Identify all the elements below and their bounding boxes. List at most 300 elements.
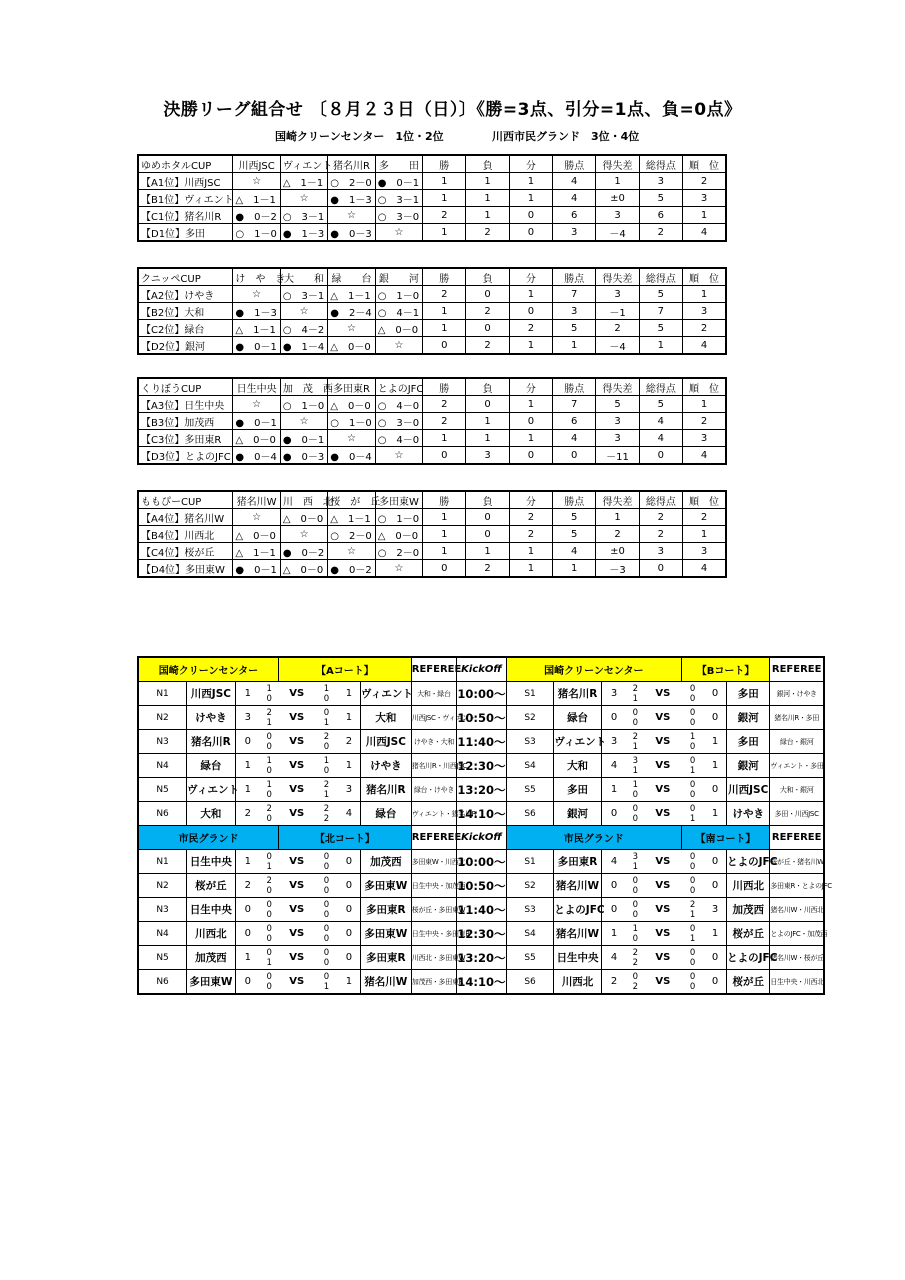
kickoff-time: 13:20～ [457,778,507,802]
match-id: N4 [138,922,187,946]
home-half-scores: 0 2 [626,970,644,995]
away-team: 川西JSC [360,730,411,754]
result-cell: ○ 3－0 [375,413,422,430]
match-id: N5 [138,946,187,970]
vs-label: VS [278,730,315,754]
kickoff-time: 12:30～ [457,754,507,778]
match-id: N4 [138,754,187,778]
result-cell: ● 0－2 [328,560,375,578]
stat-header: 分 [509,491,552,509]
referee-teams: 多田東R・とよのJFC [770,874,824,898]
stat-cell: ±0 [596,543,639,560]
referee-teams: とよのJFC・加茂西 [770,922,824,946]
home-score: 2 [235,874,260,898]
stat-cell: 1 [423,303,466,320]
stat-cell: 7 [553,286,596,303]
stat-cell: 2 [466,303,509,320]
away-half-scores: 0 0 [315,946,338,970]
stat-header: 負 [466,378,509,396]
stat-cell: 1 [596,173,639,190]
team-name: 【C2位】緑台 [138,320,233,337]
opponent-header: 大 和 [280,268,327,286]
stat-cell: 1 [423,543,466,560]
referee-teams: 加茂西・多田東R [411,970,456,995]
result-cell: ● 0－1 [375,173,422,190]
home-half-scores: 3 1 [626,850,644,874]
referee-teams: 猪名川W・桜が丘 [770,946,824,970]
stat-cell: 0 [509,413,552,430]
away-score: 3 [704,898,727,922]
away-team: 多田東W [360,922,411,946]
opponent-header: 緑 台 [328,268,375,286]
home-score: 0 [601,898,626,922]
home-score: 0 [235,970,260,995]
result-cell: ● 0－2 [280,543,327,560]
vs-label: VS [645,922,682,946]
away-half-scores: 0 0 [681,706,704,730]
referee-teams: 大和・緑台 [411,682,456,706]
stat-cell: 2 [639,526,682,543]
opponent-header: 日生中央 [233,378,280,396]
team-name: 【D1位】多田 [138,224,233,242]
match-id: S1 [506,850,554,874]
match-id: N2 [138,706,187,730]
result-cell: ☆ [375,447,422,465]
result-cell: △ 0－0 [375,526,422,543]
home-score: 0 [601,802,626,826]
stat-cell: 1 [509,337,552,355]
referee-header: REFEREE [770,826,824,850]
away-half-scores: 0 0 [315,850,338,874]
match-id: N2 [138,874,187,898]
kickoff-time: 10:50～ [457,706,507,730]
result-cell: ● 2－4 [328,303,375,320]
league-table [137,490,727,578]
home-team: 川西JSC [187,682,236,706]
result-cell: ● 1－3 [280,224,327,242]
match-row [138,682,824,706]
stat-cell: 1 [683,396,726,413]
stat-cell: 3 [553,224,596,242]
team-name: 【B4位】川西北 [138,526,233,543]
away-team: 多田東W [360,874,411,898]
match-id: S3 [506,898,554,922]
stat-cell: 1 [553,560,596,578]
match-row [138,970,824,995]
home-score: 1 [601,778,626,802]
subtitle-left: 国崎クリーンセンター 1位・2位 [275,130,444,143]
home-half-scores: 2 1 [626,730,644,754]
result-cell: ○ 3－0 [375,207,422,224]
result-cell: ○ 1－0 [328,413,375,430]
table-row [138,509,726,526]
home-team: 猪名川R [554,682,602,706]
kickoff-time: 11:40～ [457,730,507,754]
result-cell: △ 1－1 [328,509,375,526]
match-row [138,850,824,874]
home-half-scores: 1 0 [626,778,644,802]
stat-header: 分 [509,268,552,286]
home-half-scores: 2 0 [260,802,278,826]
match-id: S2 [506,706,554,730]
stat-cell: 1 [596,509,639,526]
away-half-scores: 0 0 [681,778,704,802]
stat-header: 総得点 [639,378,682,396]
stat-cell: －1 [596,303,639,320]
match-id: S4 [506,922,554,946]
cup-name: ももぴーCUP [138,491,233,509]
home-score: 3 [235,706,260,730]
away-score: 0 [704,874,727,898]
stat-cell: 1 [509,543,552,560]
home-team: 銀河 [554,802,602,826]
stat-cell: 1 [553,337,596,355]
stat-header: 順 位 [683,155,726,173]
kickoff-time: 14:10～ [457,970,507,995]
opponent-header: 銀 河 [375,268,422,286]
stat-cell: 2 [423,286,466,303]
schedule-table [137,656,832,995]
stat-header: 順 位 [683,491,726,509]
cup-name: くりぼうCUP [138,378,233,396]
away-team: 緑台 [360,802,411,826]
away-team: 銀河 [727,706,770,730]
stat-cell: 1 [423,224,466,242]
result-cell: △ 1－1 [280,173,327,190]
stat-header: 勝 [423,155,466,173]
stat-header: 勝点 [553,268,596,286]
home-team: 猪名川R [187,730,236,754]
vs-label: VS [645,874,682,898]
result-cell: ☆ [328,320,375,337]
stat-cell: 0 [509,303,552,320]
result-cell: ☆ [328,543,375,560]
court-name: 【北コート】 [278,826,411,850]
away-half-scores: 0 0 [315,898,338,922]
home-score: 1 [235,850,260,874]
vs-label: VS [645,730,682,754]
kickoff-time: 12:30～ [457,922,507,946]
stat-cell: 1 [423,509,466,526]
team-name: 【D3位】とよのJFC [138,447,233,465]
match-id: S1 [506,682,554,706]
home-half-scores: 0 0 [260,730,278,754]
stat-cell: 1 [509,560,552,578]
away-score: 0 [704,682,727,706]
stat-cell: 1 [509,173,552,190]
home-team: 日生中央 [554,946,602,970]
result-cell: ○ 2－0 [328,173,375,190]
vs-label: VS [278,706,315,730]
away-score: 0 [338,874,361,898]
away-half-scores: 0 1 [681,802,704,826]
stat-cell: 0 [466,509,509,526]
home-half-scores: 1 0 [626,922,644,946]
league-table [137,267,727,355]
vs-label: VS [278,850,315,874]
home-team: 緑台 [187,754,236,778]
away-team: 猪名川R [360,778,411,802]
home-score: 0 [235,898,260,922]
away-score: 4 [338,802,361,826]
away-half-scores: 0 0 [681,970,704,995]
vs-label: VS [645,946,682,970]
stat-cell: 5 [639,190,682,207]
away-half-scores: 2 1 [315,778,338,802]
stat-cell: －4 [596,337,639,355]
home-half-scores: 0 0 [260,898,278,922]
vs-label: VS [278,874,315,898]
away-score: 0 [338,922,361,946]
referee-teams: 日生中央・多田東R [411,922,456,946]
match-id: S5 [506,778,554,802]
stat-cell: 2 [423,396,466,413]
stat-cell: 4 [639,413,682,430]
stat-cell: 6 [639,207,682,224]
stat-cell: 3 [683,303,726,320]
team-name: 【A1位】川西JSC [138,173,233,190]
stat-cell: 3 [683,190,726,207]
result-cell: ● 1－3 [233,303,280,320]
referee-teams: ヴィエント・猪名川R [411,802,456,826]
away-half-scores: 2 1 [681,898,704,922]
away-team: 川西JSC [727,778,770,802]
kickoff-header: KickOff [457,826,507,850]
away-score: 0 [704,850,727,874]
table-row [138,396,726,413]
opponent-header: 猪名川W [233,491,280,509]
away-team: 猪名川W [360,970,411,995]
league-table [137,377,727,465]
stat-cell: 1 [509,396,552,413]
stat-header: 総得点 [639,155,682,173]
home-score: 3 [601,682,626,706]
stat-cell: 0 [639,560,682,578]
kickoff-time: 10:00～ [457,682,507,706]
table-row [138,560,726,578]
result-cell: ● 0－4 [233,447,280,465]
result-cell: ○ 3－1 [280,286,327,303]
stat-cell: 5 [639,396,682,413]
team-name: 【D4位】多田東W [138,560,233,578]
stat-cell: 2 [596,320,639,337]
result-cell: ☆ [375,560,422,578]
home-score: 4 [601,946,626,970]
opponent-header: 多 田 [375,155,422,173]
vs-label: VS [645,754,682,778]
stat-cell: 2 [683,509,726,526]
stat-cell: 4 [683,447,726,465]
table-row [138,430,726,447]
result-cell: ☆ [375,337,422,355]
result-cell: ○ 2－0 [375,543,422,560]
home-score: 0 [601,874,626,898]
away-half-scores: 0 0 [681,946,704,970]
away-team: 桜が丘 [727,970,770,995]
stat-cell: 7 [639,303,682,320]
stat-cell: 1 [466,173,509,190]
referee-teams: ヴィエント・多田 [770,754,824,778]
court-name: 【南コート】 [681,826,770,850]
result-cell: ☆ [233,509,280,526]
away-half-scores: 0 0 [315,874,338,898]
result-cell: ☆ [280,526,327,543]
home-team: ヴィエント [187,778,236,802]
result-cell: ☆ [233,286,280,303]
home-team: 猪名川W [554,874,602,898]
stat-header: 負 [466,491,509,509]
stat-cell: 3 [466,447,509,465]
stat-cell: 1 [466,430,509,447]
away-score: 0 [338,946,361,970]
home-score: 4 [601,754,626,778]
stat-cell: 4 [553,173,596,190]
home-half-scores: 3 1 [626,754,644,778]
away-team: 多田 [727,682,770,706]
match-id: S3 [506,730,554,754]
table-row [138,320,726,337]
stat-cell: 2 [509,509,552,526]
stat-header: 順 位 [683,378,726,396]
match-row [138,946,824,970]
opponent-header: 川 西 北 [280,491,327,509]
referee-teams: 銀河・けやき [770,682,824,706]
referee-teams: 猪名川R・川西JSC [411,754,456,778]
vs-label: VS [645,850,682,874]
home-team: 日生中央 [187,850,236,874]
away-team: 大和 [360,706,411,730]
team-name: 【A3位】日生中央 [138,396,233,413]
match-id: N6 [138,970,187,995]
home-half-scores: 0 0 [626,874,644,898]
away-team: とよのJFC [727,850,770,874]
referee-teams: 多田東W・川西北 [411,850,456,874]
stat-cell: 5 [553,509,596,526]
match-row [138,874,824,898]
venue-name: 国崎クリーンセンター [138,657,278,682]
away-team: けやき [727,802,770,826]
result-cell: ● 0－2 [233,207,280,224]
match-id: N1 [138,682,187,706]
stat-cell: 1 [683,526,726,543]
vs-label: VS [278,778,315,802]
stat-cell: 5 [553,526,596,543]
away-team: 銀河 [727,754,770,778]
away-score: 2 [338,730,361,754]
away-half-scores: 0 1 [681,922,704,946]
stat-header: 勝 [423,378,466,396]
home-score: 1 [235,754,260,778]
home-score: 2 [235,802,260,826]
home-half-scores: 2 2 [626,946,644,970]
kickoff-time: 14:10～ [457,802,507,826]
result-cell: ☆ [328,430,375,447]
match-id: S2 [506,874,554,898]
stat-cell: 1 [423,430,466,447]
table-row [138,447,726,465]
home-team: 日生中央 [187,898,236,922]
away-score: 3 [338,778,361,802]
away-score: 1 [704,754,727,778]
kickoff-time: 10:50～ [457,874,507,898]
home-score: 1 [235,682,260,706]
stat-cell: 1 [509,190,552,207]
opponent-header: 加 茂 西 [280,378,327,396]
opponent-header: 川西JSC [233,155,280,173]
kickoff-time: 11:40～ [457,898,507,922]
opponent-header: ヴィエント [280,155,327,173]
away-half-scores: 0 0 [681,682,704,706]
venue-name: 市民グランド [506,826,681,850]
away-team: ヴィエント [360,682,411,706]
opponent-header: 多田東W [375,491,422,509]
result-cell: ● 1－4 [280,337,327,355]
stat-cell: 2 [596,526,639,543]
stat-cell: 1 [639,337,682,355]
stat-cell: 2 [423,413,466,430]
result-cell: △ 0－0 [233,526,280,543]
stat-cell: 3 [596,413,639,430]
stat-cell: 2 [466,560,509,578]
away-half-scores: 0 1 [681,754,704,778]
court-name: 【Aコート】 [278,657,411,682]
result-cell: ● 0－1 [233,560,280,578]
league-table [137,154,727,242]
referee-teams: 日生中央・加茂西 [411,874,456,898]
home-half-scores: 0 1 [260,946,278,970]
stat-header: 負 [466,268,509,286]
away-team: 加茂西 [360,850,411,874]
table-row [138,286,726,303]
vs-label: VS [645,898,682,922]
home-score: 0 [235,922,260,946]
referee-header: REFEREE [770,657,824,682]
home-score: 2 [601,970,626,995]
away-score: 1 [338,754,361,778]
away-half-scores: 1 0 [315,754,338,778]
away-score: 0 [338,898,361,922]
stat-cell: 4 [639,430,682,447]
home-half-scores: 2 1 [260,706,278,730]
stat-cell: 4 [553,543,596,560]
stat-cell: 2 [683,320,726,337]
table-row [138,207,726,224]
stat-cell: 0 [466,526,509,543]
table-row [138,543,726,560]
match-id: S4 [506,754,554,778]
table-row [138,224,726,242]
match-id: N3 [138,898,187,922]
away-score: 0 [704,778,727,802]
stat-cell: 2 [509,526,552,543]
away-half-scores: 0 1 [315,706,338,730]
stat-header: 勝点 [553,491,596,509]
result-cell: ● 0－1 [233,337,280,355]
stat-cell: 4 [553,430,596,447]
team-name: 【B3位】加茂西 [138,413,233,430]
referee-teams: 川西北・多田東W [411,946,456,970]
home-half-scores: 0 0 [260,922,278,946]
stat-cell: 6 [553,207,596,224]
home-half-scores: 2 0 [260,874,278,898]
result-cell: △ 1－1 [328,286,375,303]
away-team: 加茂西 [727,898,770,922]
stat-cell: 3 [639,173,682,190]
kickoff-time: 13:20～ [457,946,507,970]
opponent-header: 多田東R [328,378,375,396]
away-half-scores: 0 0 [681,850,704,874]
result-cell: △ 0－0 [233,430,280,447]
